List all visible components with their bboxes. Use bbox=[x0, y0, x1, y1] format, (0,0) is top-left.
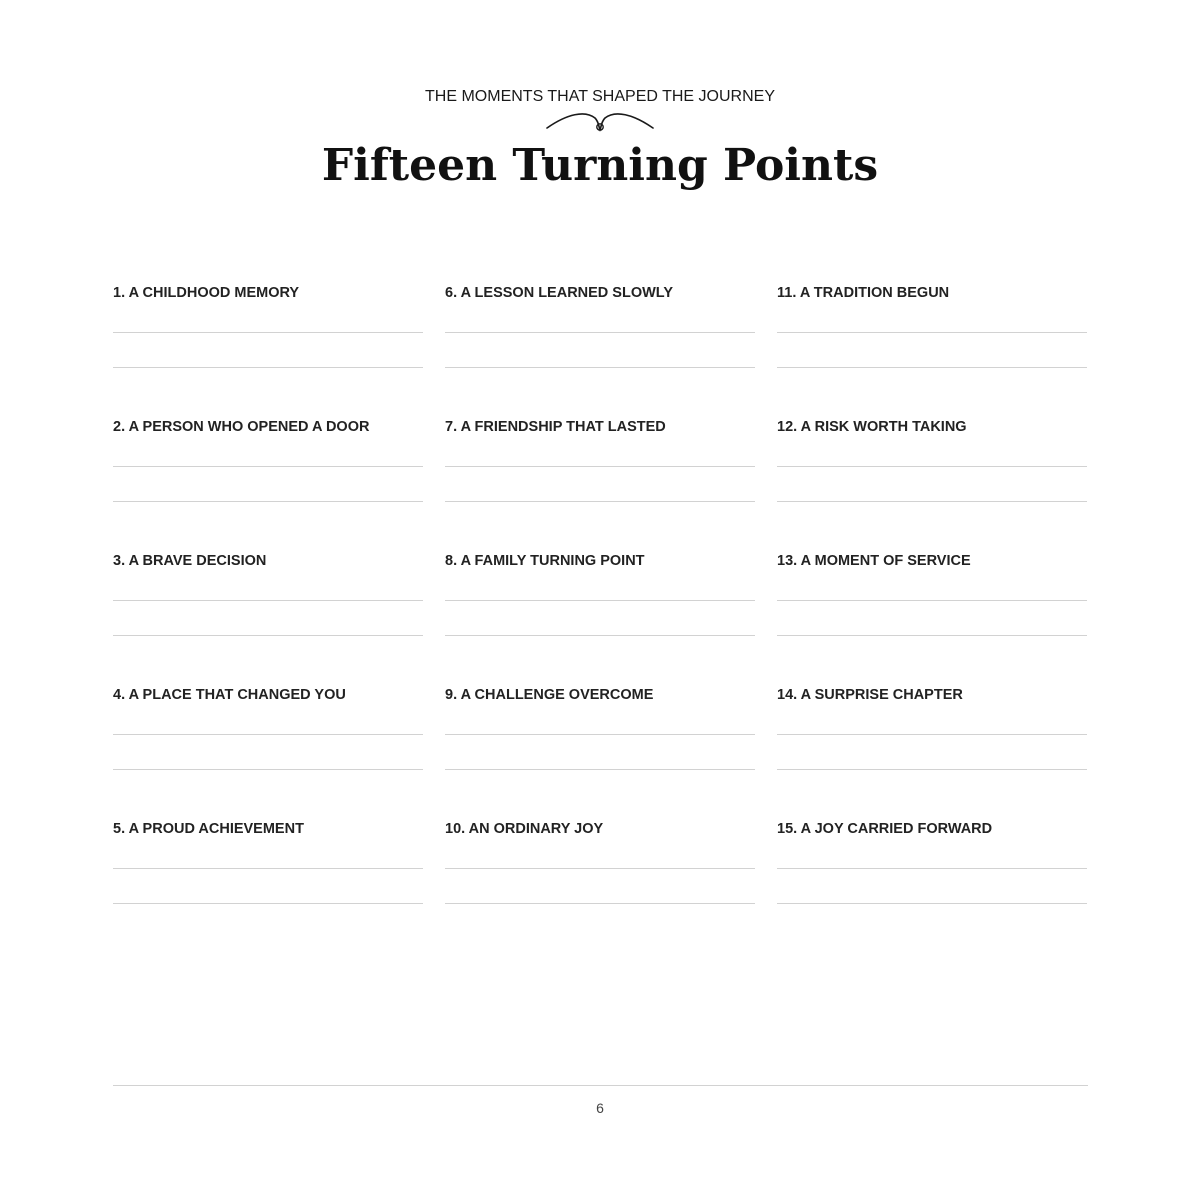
write-line[interactable] bbox=[445, 769, 755, 770]
flourish-icon bbox=[545, 106, 655, 134]
write-line[interactable] bbox=[445, 868, 755, 869]
write-line[interactable] bbox=[113, 466, 423, 467]
prompt-item bbox=[113, 819, 423, 953]
prompt-item bbox=[777, 417, 1087, 551]
prompt-item bbox=[113, 283, 423, 417]
write-line[interactable] bbox=[777, 635, 1087, 636]
prompt-grid bbox=[113, 283, 1088, 953]
prompt-label: 8. A FAMILY TURNING POINT bbox=[445, 553, 645, 569]
write-line[interactable] bbox=[445, 501, 755, 502]
write-line[interactable] bbox=[777, 466, 1087, 467]
page-title: Fifteen Turning Points bbox=[321, 140, 879, 191]
prompt-label: 4. A PLACE THAT CHANGED YOU bbox=[113, 687, 346, 703]
prompt-item bbox=[777, 283, 1087, 417]
write-line[interactable] bbox=[113, 734, 423, 735]
prompt-label: 6. A LESSON LEARNED SLOWLY bbox=[445, 285, 673, 301]
prompt-item bbox=[777, 551, 1087, 685]
prompt-label: 10. AN ORDINARY JOY bbox=[445, 821, 604, 837]
write-line[interactable] bbox=[777, 868, 1087, 869]
write-line[interactable] bbox=[445, 903, 755, 904]
write-line[interactable] bbox=[777, 501, 1087, 502]
prompt-label: 11. A TRADITION BEGUN bbox=[777, 285, 950, 301]
write-line[interactable] bbox=[445, 635, 755, 636]
prompt-item bbox=[445, 283, 755, 417]
prompt-label: 7. A FRIENDSHIP THAT LASTED bbox=[445, 419, 666, 435]
write-line[interactable] bbox=[777, 600, 1087, 601]
prompt-label: 15. A JOY CARRIED FORWARD bbox=[777, 821, 993, 837]
prompt-label: 14. A SURPRISE CHAPTER bbox=[777, 687, 963, 703]
footer-divider bbox=[113, 1085, 1088, 1086]
prompt-item bbox=[113, 417, 423, 551]
prompt-label: 12. A RISK WORTH TAKING bbox=[777, 419, 967, 435]
write-line[interactable] bbox=[445, 466, 755, 467]
prompt-item bbox=[445, 551, 755, 685]
write-line[interactable] bbox=[445, 367, 755, 368]
write-line[interactable] bbox=[113, 600, 423, 601]
prompt-label: 2. A PERSON WHO OPENED A DOOR bbox=[113, 419, 370, 435]
write-line[interactable] bbox=[777, 734, 1087, 735]
write-line[interactable] bbox=[113, 332, 423, 333]
write-line[interactable] bbox=[445, 332, 755, 333]
prompt-label: 9. A CHALLENGE OVERCOME bbox=[445, 687, 654, 703]
write-line[interactable] bbox=[113, 501, 423, 502]
prompt-label: 13. A MOMENT OF SERVICE bbox=[777, 553, 971, 569]
write-line[interactable] bbox=[113, 367, 423, 368]
prompt-item bbox=[113, 685, 423, 819]
prompt-label: 5. A PROUD ACHIEVEMENT bbox=[113, 821, 304, 837]
write-line[interactable] bbox=[113, 868, 423, 869]
write-line[interactable] bbox=[113, 903, 423, 904]
write-line[interactable] bbox=[777, 332, 1087, 333]
eyebrow-heading: THE MOMENTS THAT SHAPED THE JOURNEY bbox=[425, 88, 775, 105]
write-line[interactable] bbox=[777, 903, 1087, 904]
write-line[interactable] bbox=[445, 734, 755, 735]
write-line[interactable] bbox=[777, 367, 1087, 368]
page-number: 6 bbox=[596, 1100, 604, 1116]
prompt-item bbox=[445, 819, 755, 953]
prompt-item bbox=[445, 417, 755, 551]
prompt-item bbox=[113, 551, 423, 685]
prompt-item bbox=[777, 819, 1087, 953]
prompt-item bbox=[445, 685, 755, 819]
prompt-label: 1. A CHILDHOOD MEMORY bbox=[113, 285, 300, 301]
prompt-label: 3. A BRAVE DECISION bbox=[113, 553, 267, 569]
write-line[interactable] bbox=[777, 769, 1087, 770]
write-line[interactable] bbox=[113, 635, 423, 636]
prompt-item bbox=[777, 685, 1087, 819]
write-line[interactable] bbox=[113, 769, 423, 770]
write-line[interactable] bbox=[445, 600, 755, 601]
